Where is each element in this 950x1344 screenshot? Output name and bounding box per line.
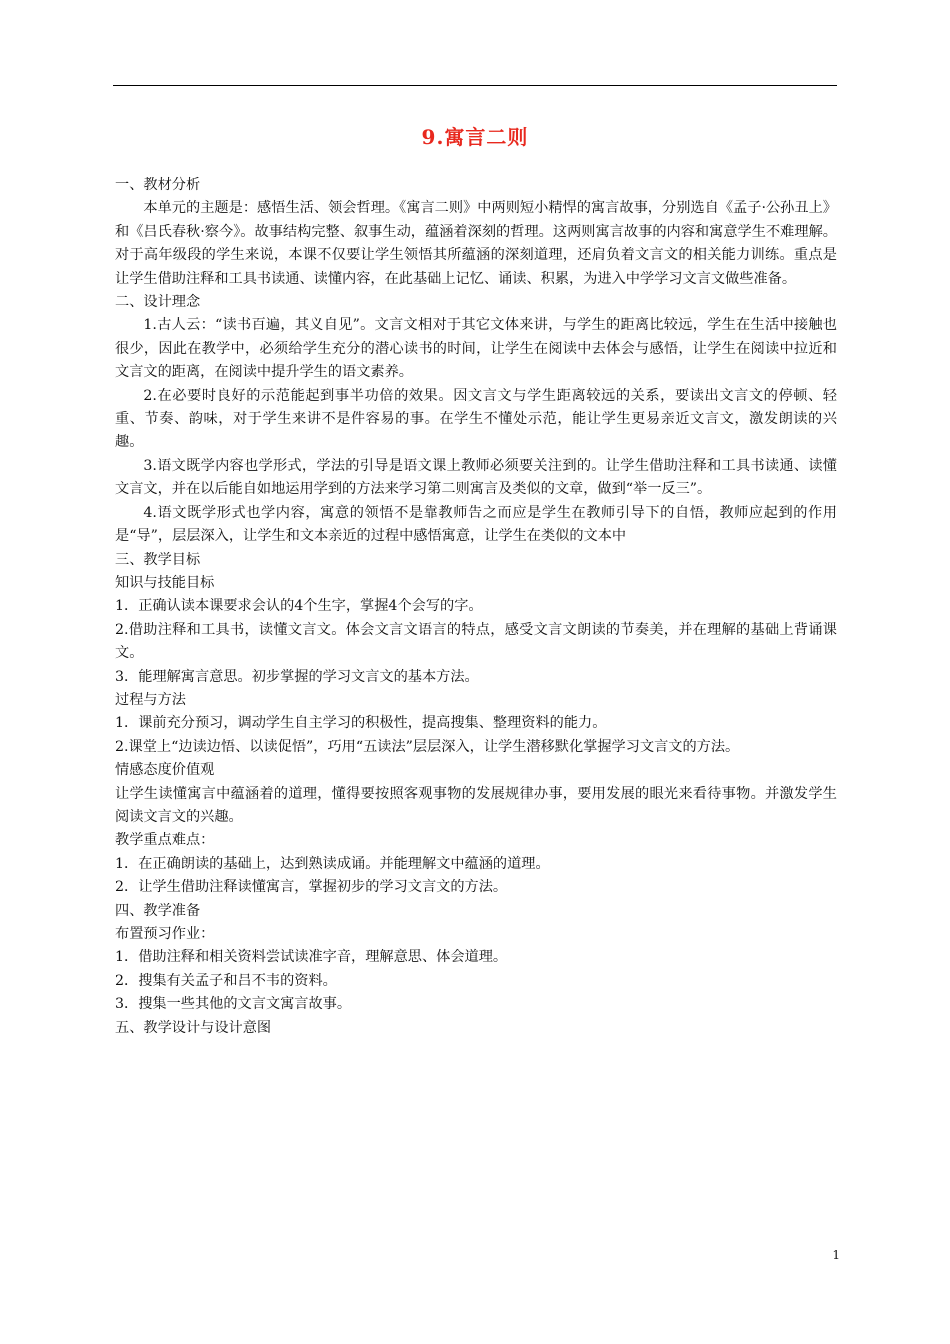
subheading-emotion-values: 情感态度价值观 (115, 762, 215, 779)
subheading-process-method: 过程与方法 (115, 691, 186, 708)
section-heading-1: 一、教材分析 (115, 177, 201, 193)
document-body (115, 174, 837, 1040)
section-heading-5: 五、教学设计与设计意图 (115, 1019, 272, 1036)
subheading-knowledge-skills: 知识与技能目标 (115, 574, 215, 591)
paragraph-emotion-values: 让学生读懂寓言中蕴涵着的道理，懂得要按照客观事物的发展规律办事，要用发展的眼光来看待事物。并激发学生阅读文言文的兴趣。 (115, 785, 837, 825)
paragraph-design-1: 1.古人云：“读书百遍，其义自见”。文言文相对于其它文体来讲，与学生的距离比较远，学生在生活中接触也很少，因此在教学中，必须给学生充分的潜心读书的时间，让学生在阅读中去体会与感悟，让学生在阅读中拉近和文言文的距离，在阅读中提升学生的语文素养。 (115, 317, 837, 381)
list-item: 2．让学生借助注释读懂寓言，掌握初步的学习文言文的方法。 (115, 879, 508, 896)
list-item: 1．在正确朗读的基础上，达到熟读成诵。并能理解文中蕴涵的道理。 (115, 855, 550, 872)
section-heading-4: 四、教学准备 (115, 902, 201, 919)
paragraph-design-3: 3.语文既学内容也学形式，学法的引导是语文课上教师必须要关注到的。让学生借助注释和工具书读通、读懂文言文，并在以后能自如地运用学到的方法来学习第二则寓言及类似的文章，做到“举一反三”。 (115, 457, 837, 498)
list-item: 2.借助注释和工具书，读懂文言文。体会文言文语言的特点，感受文言文朗读的节奏美，并在理解的基础上背诵课文。 (115, 621, 837, 662)
page-number: 1 (832, 1248, 840, 1262)
list-item: 1．借助注释和相关资料尝试读准字音，理解意思、体会道理。 (115, 949, 508, 966)
paragraph-design-2: 2.在必要时良好的示范能起到事半功倍的效果。因文言文与学生距离较远的关系，要读出文言文的停顿、轻重、节奏、韵味，对于学生来讲不是件容易的事。在学生不懂处示范，能让学生更易亲近文言文，激发朗读的兴趣。 (115, 387, 837, 451)
list-item: 1．课前充分预习，调动学生自主学习的积极性，提高搜集、整理资料的能力。 (115, 715, 607, 732)
document-title: 9.寓言二则 (421, 125, 529, 149)
list-item: 2．搜集有关孟子和吕不韦的资料。 (115, 972, 337, 989)
list-item: 2.课堂上“边读边悟、以读促悟”，巧用“五读法”层层深入，让学生潜移默化掌握学习文言文的方法。 (115, 738, 740, 755)
list-item: 3．搜集一些其他的文言文寓言故事。 (115, 996, 352, 1013)
subheading-key-difficulties: 教学重点难点： (115, 832, 215, 849)
list-item: 3．能理解寓言意思。初步掌握的学习文言文的基本方法。 (115, 668, 479, 685)
section-heading-2: 二、设计理念 (115, 294, 201, 311)
list-item: 1．正确认读本课要求会认的4个生字，掌握4个会写的字。 (115, 598, 483, 615)
paragraph-design-4: 4.语文既学形式也学内容，寓意的领悟不是靠教师告之而应是学生在教师引导下的自悟，教师应起到的作用是“导”，层层深入，让学生和文本亲近的过程中感悟寓意，让学生在类似的文本中 (115, 504, 837, 545)
subheading-preview-assignment: 布置预习作业： (115, 926, 215, 942)
paragraph-material-analysis: 本单元的主题是：感悟生活、领会哲理。《寓言二则》中两则短小精悍的寓言故事，分别选自《孟子·公孙丑上》和《吕氏春秋·察今》。故事结构完整、叙事生动，蕴涵着深刻的哲理。这两则寓言故事的内容和寓意学生不难理解。对于高年级段的学生来说，本课不仅要让学生领悟其所蕴涵的深刻道理，还肩负着文言文的相关能力训练。重点是让学生借助注释和工具书读通、读懂内容，在此基础上记忆、诵读、积累，为进入中学学习文言文做些准备。 (115, 200, 837, 287)
header-rule (113, 85, 837, 86)
section-heading-3: 三、教学目标 (115, 551, 201, 568)
